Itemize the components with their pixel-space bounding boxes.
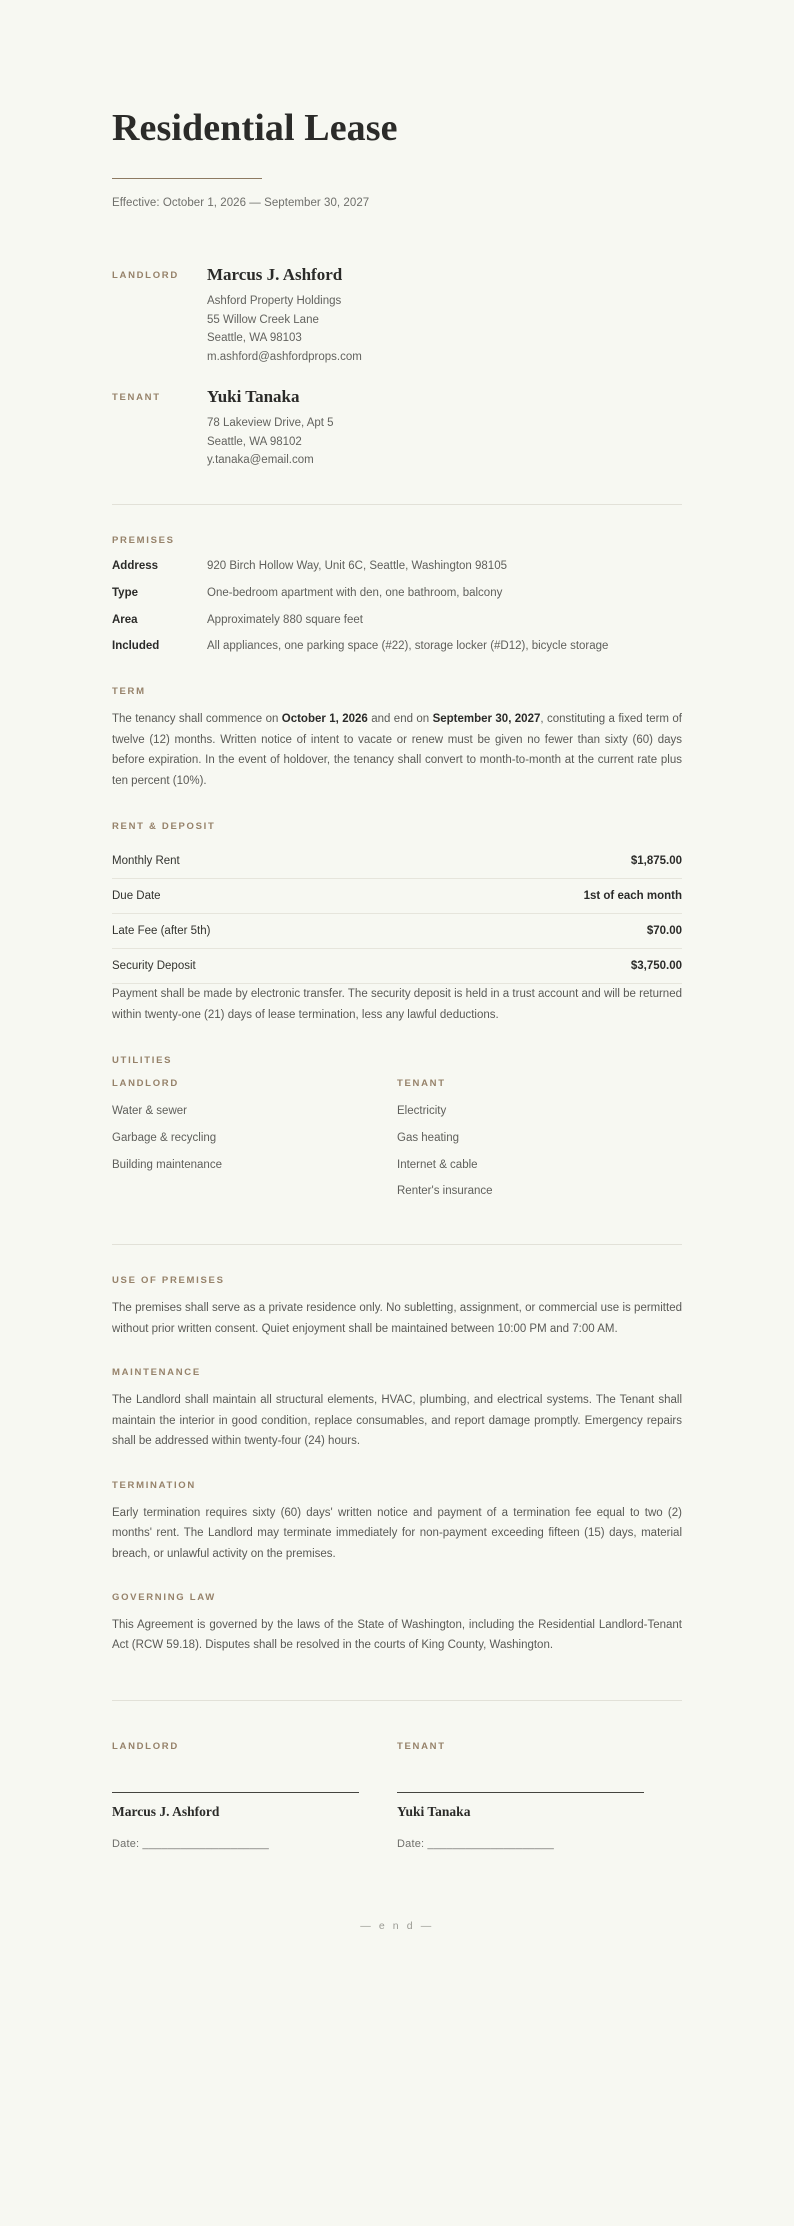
list-item: Water & sewer (112, 1105, 187, 1118)
section-heading: TERMINATION (112, 1479, 196, 1491)
party-line: Ashford Property Holdings (207, 295, 342, 308)
section-maintenance (112, 1367, 682, 1451)
section-rent-deposit (112, 821, 682, 1025)
rent-label: Late Fee (after 5th) (112, 925, 211, 938)
premises-value: All appliances, one parking space (#22), storage locker (#D12), bicycle storage (207, 640, 609, 653)
clause-paragraph: Early termination requires sixty (60) days' written notice and payment of a termination fee equal to two (2) months' rent. The Landlord may terminate immediately for non-payment exceeding fifteen (15) days, material breach, or unlawful activity on the premises. (112, 1506, 682, 1560)
signature-line[interactable] (112, 1792, 359, 1793)
clauses-block (112, 1275, 682, 1656)
section-term (112, 686, 682, 791)
list-item: Renter's insurance (397, 1185, 493, 1198)
clause-paragraph: The Landlord shall maintain all structural elements, HVAC, plumbing, and electrical systems. The Tenant shall maintain the interior in good condition, replace consumables, and report damage promptly. Emergency repairs shall be addressed within twenty-four (24) hours. (112, 1394, 682, 1448)
rent-note: Payment shall be made by electronic transfer. The security deposit is held in a trust account and will be returned within twenty-one (21) days of lease termination, less any lawful deductions. (112, 988, 682, 1021)
premises-key: Area (112, 613, 138, 626)
section-divider (112, 504, 682, 505)
section-divider (112, 1700, 682, 1701)
premises-value: Approximately 880 square feet (207, 613, 363, 626)
table-row (112, 844, 682, 879)
party-line: 55 Willow Creek Lane (207, 313, 319, 326)
list-item: Electricity (397, 1105, 447, 1118)
rent-label: Monthly Rent (112, 855, 180, 868)
rent-label: Due Date (112, 890, 161, 903)
party-role-label: TENANT (112, 391, 161, 403)
list-item: Gas heating (397, 1131, 460, 1144)
term-start-date: October 1, 2026 (281, 713, 368, 726)
premises-key: Address (112, 559, 159, 572)
rent-table (112, 844, 682, 984)
term-paragraph (112, 709, 682, 791)
party-line: Seattle, WA 98102 (207, 435, 302, 448)
party-email: m.ashford@ashfordprops.com (207, 351, 362, 364)
list-item: Garbage & recycling (112, 1131, 217, 1144)
premises-row (112, 612, 682, 630)
premises-key: Included (112, 640, 160, 653)
premises-row (112, 558, 682, 576)
utilities-landlord-column (112, 1078, 397, 1210)
clause-paragraph: The premises shall serve as a private residence only. No subletting, assignment, or commercial use is permitted without prior written consent. Quiet enjoyment shall be maintained between 10:00 PM and 7:00 AM. (112, 1302, 682, 1335)
term-text-a: The tenancy shall commence on (112, 713, 282, 726)
section-heading: RENT & DEPOSIT (112, 821, 216, 833)
party-details (207, 387, 682, 470)
party-name: Yuki Tanaka (207, 386, 300, 406)
section-premises (112, 535, 682, 656)
rent-label: Security Deposit (112, 960, 196, 973)
utilities-columns (112, 1078, 682, 1210)
signature-date-field[interactable]: Date: ____________________ (112, 1837, 269, 1850)
party-role-label: LANDLORD (112, 269, 179, 281)
premises-value: 920 Birch Hollow Way, Unit 6C, Seattle, Washington 98105 (207, 559, 507, 572)
premises-value: One-bedroom apartment with den, one bathroom, balcony (207, 586, 503, 599)
premises-row (112, 585, 682, 603)
signature-block (112, 1741, 682, 1850)
end-marker: — e n d — (360, 1919, 434, 1932)
rent-value: $1,875.00 (630, 855, 682, 868)
rent-value: $70.00 (646, 925, 682, 938)
party-email: y.tanaka@email.com (207, 454, 314, 467)
table-row (112, 914, 682, 949)
signature-line[interactable] (397, 1792, 644, 1793)
party-tenant (112, 387, 682, 470)
utilities-tenant-column (397, 1078, 682, 1210)
utilities-column-heading: LANDLORD (112, 1078, 179, 1090)
party-name: Marcus J. Ashford (207, 264, 343, 284)
party-line: Seattle, WA 98103 (207, 332, 302, 345)
signature-landlord (112, 1741, 397, 1850)
signature-name: Marcus J. Ashford (112, 1803, 220, 1819)
clause-paragraph: This Agreement is governed by the laws of the State of Washington, including the Residential Landlord-Tenant Act (RCW 59.18). Disputes shall be resolved in the courts of King County, Washington. (112, 1619, 682, 1652)
title-divider (112, 178, 262, 179)
signature-name: Yuki Tanaka (397, 1803, 471, 1819)
rent-value: 1st of each month (583, 890, 682, 903)
section-heading: PREMISES (112, 534, 175, 546)
term-text-c: , constituting a fixed term of twelve (12) months. Written notice of intent to vacate or renew must be given no fewer than sixty (60) days before expiration. In the event of holdover, the tenancy shall convert to month-to-month at the current rate plus ten percent (10%). (112, 713, 682, 787)
premises-key: Type (112, 586, 138, 599)
section-utilities (112, 1055, 682, 1210)
section-use-of-premises (112, 1275, 682, 1339)
section-heading: USE OF PREMISES (112, 1275, 225, 1287)
section-termination (112, 1480, 682, 1564)
signature-role-label: TENANT (397, 1740, 446, 1752)
parties-block (112, 265, 682, 470)
term-text-b: and end on (367, 713, 433, 726)
section-governing-law (112, 1592, 682, 1656)
rent-value: $3,750.00 (630, 960, 682, 973)
party-line: 78 Lakeview Drive, Apt 5 (207, 417, 334, 430)
signature-date-field[interactable]: Date: ____________________ (397, 1837, 554, 1850)
section-heading: GOVERNING LAW (112, 1592, 216, 1604)
party-landlord (112, 265, 682, 367)
table-row (112, 949, 682, 984)
signature-role-label: LANDLORD (112, 1740, 179, 1752)
section-heading: MAINTENANCE (112, 1367, 201, 1379)
section-heading: TERM (112, 686, 146, 698)
section-heading: UTILITIES (112, 1055, 173, 1067)
term-end-date: September 30, 2027 (432, 713, 541, 726)
signature-tenant (397, 1741, 682, 1850)
premises-row (112, 638, 682, 656)
effective-dates: Effective: October 1, 2026 — September 30, 2027 (112, 196, 370, 209)
list-item: Internet & cable (397, 1158, 478, 1171)
section-divider (112, 1244, 682, 1245)
list-item: Building maintenance (112, 1158, 222, 1171)
party-details (207, 265, 682, 367)
utilities-column-heading: TENANT (397, 1078, 446, 1090)
table-row (112, 879, 682, 914)
page-title: Residential Lease (112, 107, 398, 149)
